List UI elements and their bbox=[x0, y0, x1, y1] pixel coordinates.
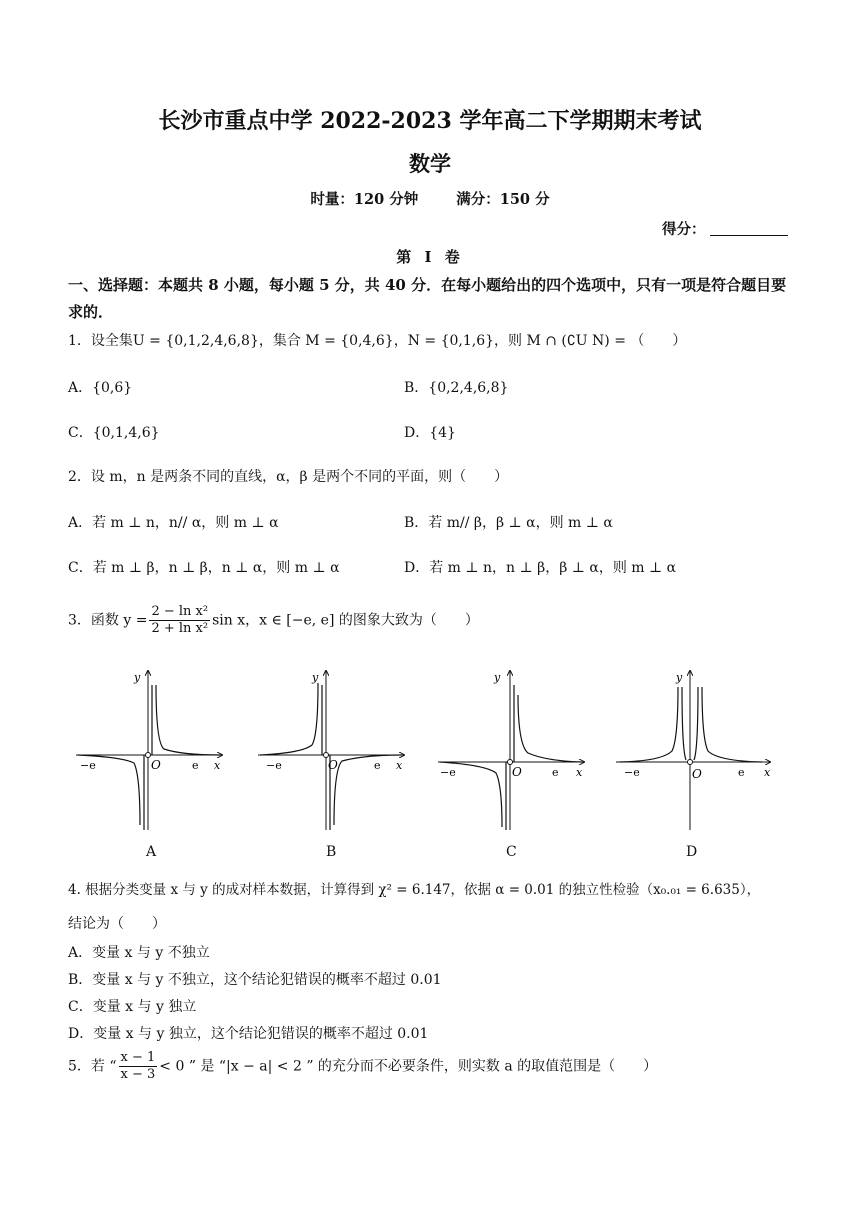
graph-c bbox=[434, 665, 594, 835]
graph-d bbox=[612, 665, 778, 835]
origin-label: O bbox=[692, 767, 702, 781]
graph-a-label: A bbox=[146, 844, 157, 860]
curve-right bbox=[518, 695, 582, 762]
pos-e-label: e bbox=[552, 766, 559, 779]
question-2-option-d: D．若 m ⊥ n，n ⊥ β，β ⊥ α，则 m ⊥ α bbox=[404, 560, 677, 576]
origin-point bbox=[146, 753, 151, 758]
origin-label: O bbox=[512, 765, 522, 779]
x-label: x bbox=[214, 759, 221, 772]
curve-right bbox=[156, 685, 220, 755]
neg-e-label: −e bbox=[624, 766, 640, 779]
question-4-stem: 4. 根据分类变量 x 与 y 的成对样本数据，计算得到 χ² = 6.147，依据 α = 0.01 的独立性检验（x₀.₀₁ = 6.635）， bbox=[68, 882, 761, 898]
graph-b-label: B bbox=[326, 844, 337, 860]
curve-right bbox=[702, 687, 762, 762]
neg-e-label: −e bbox=[80, 759, 96, 772]
graph-a bbox=[72, 665, 232, 835]
exam-time: 时量：120 分钟 bbox=[310, 191, 419, 208]
exam-title: 长沙市重点中学 2022-2023 学年高二下学期期末考试 bbox=[158, 108, 702, 134]
score-blank bbox=[710, 221, 788, 236]
x-label: x bbox=[764, 766, 771, 779]
graph-d-label: D bbox=[686, 844, 698, 860]
question-2-option-c: C．若 m ⊥ β，n ⊥ β，n ⊥ α，则 m ⊥ α bbox=[68, 560, 340, 576]
question-1-option-c: C．{0,1,4,6} bbox=[68, 425, 160, 441]
question-1-stem: 1．设全集U = {0,1,2,4,6,8}，集合 M = {0,4,6}，N = {0,1,6}，则 M ∩ (∁U N) = （ ） bbox=[68, 333, 687, 349]
question-2-option-a: A．若 m ⊥ n，n// α，则 m ⊥ α bbox=[68, 515, 279, 531]
question-3-suffix: sin x，x ∈ [−e, e] 的图象大致为（ ） bbox=[212, 612, 479, 629]
question-4-option-a: A．变量 x 与 y 不独立 bbox=[68, 945, 210, 961]
pos-e-label: e bbox=[738, 766, 745, 779]
volume-heading: 第 Ⅰ 卷 bbox=[396, 248, 464, 266]
question-4-option-d: D．变量 x 与 y 独立，这个结论犯错误的概率不超过 0.01 bbox=[68, 1026, 429, 1042]
question-3-stem bbox=[68, 604, 479, 637]
origin-point bbox=[324, 753, 329, 758]
question-3-fraction-denominator: 2 + ln x² bbox=[151, 621, 209, 636]
exam-full-score: 满分：150 分 bbox=[456, 191, 550, 208]
question-4-stem-continued: 结论为（ ） bbox=[68, 916, 166, 932]
question-5-fraction bbox=[119, 1050, 158, 1083]
y-label: y bbox=[312, 671, 319, 684]
curve-right bbox=[334, 755, 402, 825]
pos-e-label: e bbox=[192, 759, 199, 772]
question-2-option-b: B．若 m// β，β ⊥ α，则 m ⊥ α bbox=[404, 515, 613, 531]
question-2-stem: 2．设 m，n 是两条不同的直线，α，β 是两个不同的平面，则（ ） bbox=[68, 469, 509, 485]
question-5-fraction-numerator: x − 1 bbox=[120, 1050, 156, 1065]
origin-point bbox=[688, 760, 693, 765]
graph-b bbox=[254, 665, 414, 835]
origin-point bbox=[508, 760, 513, 765]
y-label: y bbox=[134, 671, 141, 684]
origin-label: O bbox=[151, 758, 161, 772]
question-3-fraction bbox=[149, 604, 210, 637]
score-label: 得分： bbox=[662, 221, 706, 238]
pos-e-label: e bbox=[374, 759, 381, 772]
question-5-suffix: < 0 ” 是 “|x − a| < 2 ” 的充分而不必要条件，则实数 a 的取值范围是（ ） bbox=[159, 1058, 658, 1075]
x-label: x bbox=[576, 766, 583, 779]
origin-label: O bbox=[328, 758, 338, 772]
x-label: x bbox=[396, 759, 403, 772]
curve-left-inner bbox=[682, 687, 686, 760]
exam-subject: 数学 bbox=[409, 151, 451, 176]
neg-e-label: −e bbox=[440, 766, 456, 779]
question-4-option-c: C．变量 x 与 y 独立 bbox=[68, 999, 197, 1015]
y-label: y bbox=[494, 671, 501, 684]
section-heading: 一、选择题：本题共 8 小题，每小题 5 分，共 40 分．在每小题给出的四个选项中，只有一项是符合题目要求的． bbox=[68, 276, 787, 321]
y-label: y bbox=[676, 671, 683, 684]
question-5-prefix: 5．若 “ bbox=[68, 1058, 117, 1075]
question-5-fraction-denominator: x − 3 bbox=[120, 1067, 156, 1082]
curve-right-inner bbox=[694, 687, 698, 760]
curve-left bbox=[620, 687, 678, 762]
question-1-option-d: D．{4} bbox=[404, 425, 456, 441]
question-4-option-b: B．变量 x 与 y 不独立，这个结论犯错误的概率不超过 0.01 bbox=[68, 972, 442, 988]
score-field bbox=[662, 218, 788, 239]
question-5-stem bbox=[68, 1050, 657, 1083]
curve-left bbox=[260, 683, 318, 755]
exam-meta bbox=[0, 188, 860, 209]
question-1-option-b: B．{0,2,4,6,8} bbox=[404, 380, 509, 396]
question-3-fraction-numerator: 2 − ln x² bbox=[151, 604, 209, 619]
graph-c-label: C bbox=[506, 844, 517, 860]
question-1-option-a: A．{0,6} bbox=[68, 380, 133, 396]
neg-e-label: −e bbox=[266, 759, 282, 772]
question-3-prefix: 3．函数 y = bbox=[68, 612, 148, 629]
